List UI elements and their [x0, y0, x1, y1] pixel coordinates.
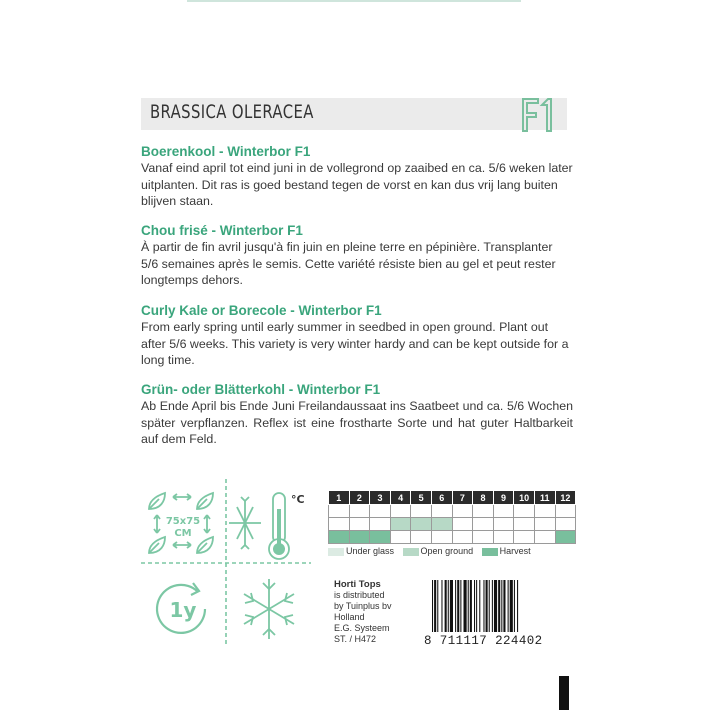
legend-harvest: Harvest: [482, 546, 531, 556]
calendar-cell: [349, 531, 370, 544]
calendar-cell: [493, 531, 514, 544]
section-french: [141, 222, 573, 289]
calendar-cell: [370, 518, 391, 531]
calendar-cell: [493, 518, 514, 531]
top-rule: [187, 0, 521, 2]
section-body: Ab Ende April bis Ende Juni Freilandaussaat ins Saatbeet und ca. 5/6 Wochen später verpflanzen. Reflex ist eine frostharte Sorte und hat guter Haltbarkeit auf dem Feld.: [141, 399, 573, 447]
lifecycle-label: 1y: [169, 598, 197, 622]
legend-open-ground: Open ground: [403, 546, 474, 556]
section-english: [141, 302, 573, 369]
calendar-cell: [329, 518, 350, 531]
distributor-info: [334, 579, 392, 645]
spacing-label: 75x75: [165, 516, 201, 527]
calendar-month: 7: [452, 491, 473, 505]
calendar-cell: [514, 531, 535, 544]
calendar-month: 11: [534, 491, 555, 505]
calendar-cell: [329, 505, 350, 518]
calendar-cell: [390, 505, 411, 518]
black-edge-mark: [559, 676, 569, 710]
calendar-cell: [473, 531, 494, 544]
calendar-cell: [370, 531, 391, 544]
distributor-line: E.G. Systeem: [334, 623, 390, 633]
calendar-month: 2: [349, 491, 370, 505]
calendar-month: 1: [329, 491, 350, 505]
brand-name: Horti Tops: [334, 579, 381, 590]
section-title: Curly Kale or Borecole - Winterbor F1: [141, 303, 382, 318]
calendar-month: 6: [431, 491, 452, 505]
calendar-cell: [431, 531, 452, 544]
frost-thermometer-icon: [229, 493, 289, 559]
calendar-cell: [473, 518, 494, 531]
section-title: Grün- oder Blätterkohl - Winterbor F1: [141, 382, 381, 397]
section-body: À partir de fin avril jusqu'à fin juin en pleine terre en pépinière. Transplanter 5/6 semaines après le semis. Cette variété résiste bien au gel et peut rester longtemps dehors.: [141, 240, 556, 288]
calendar-cell: [411, 531, 432, 544]
snowflake-icon: [244, 579, 294, 639]
calendar-cell: [555, 518, 576, 531]
latin-name: BRASSICA OLERACEA: [150, 101, 314, 123]
barcode-number: 8 711117 224402: [424, 634, 543, 648]
distributor-line: Holland: [334, 612, 365, 622]
calendar-cell: [452, 505, 473, 518]
section-body: Vanaf eind april tot eind juni in de vollegrond op zaaibed en ca. 5/6 weken later uitplanten. Dit ras is goed bestand tegen de vorst en kan dus vrij lang buiten blijven staan.: [141, 161, 573, 209]
calendar-cell: [349, 505, 370, 518]
temperature-unit: °C: [291, 493, 305, 506]
distributor-line: by Tuinplus bv: [334, 601, 392, 611]
calendar-month: 9: [493, 491, 514, 505]
calendar-cell: [555, 531, 576, 544]
calendar-cell: [534, 518, 555, 531]
calendar-cell: [452, 518, 473, 531]
calendar-cell: [534, 505, 555, 518]
legend-under-glass: Under glass: [328, 546, 394, 556]
section-german: [141, 381, 573, 448]
f1-badge-icon: [519, 95, 555, 135]
section-dutch: [141, 143, 573, 210]
calendar-cell: [534, 531, 555, 544]
calendar-cell: [390, 531, 411, 544]
calendar-cell: [431, 518, 452, 531]
calendar-cell: [411, 518, 432, 531]
calendar-month: 5: [411, 491, 432, 505]
calendar-cell: [329, 531, 350, 544]
section-title: Chou frisé - Winterbor F1: [141, 223, 303, 238]
calendar-cell: [411, 505, 432, 518]
sowing-calendar: [328, 490, 576, 544]
calendar-cell: [452, 531, 473, 544]
calendar-cell: [514, 505, 535, 518]
distributor-line: is distributed: [334, 590, 385, 600]
calendar-cell: [370, 505, 391, 518]
calendar-cell: [473, 505, 494, 518]
calendar-cell: [493, 505, 514, 518]
growing-icons-grid: [141, 479, 311, 647]
section-body: From early spring until early summer in seedbed in open ground. Plant out after 5/6 weeks. This variety is very winter hardy and can be kept outside for a long time.: [141, 320, 569, 368]
calendar-cell: [390, 518, 411, 531]
calendar-month: 10: [514, 491, 535, 505]
calendar-month: 3: [370, 491, 391, 505]
calendar-month: 8: [473, 491, 494, 505]
calendar-cell: [514, 518, 535, 531]
calendar-month: 4: [390, 491, 411, 505]
calendar-month: 12: [555, 491, 576, 505]
section-title: Boerenkool - Winterbor F1: [141, 144, 311, 159]
calendar-cell: [349, 518, 370, 531]
spacing-unit: CM: [174, 528, 192, 539]
calendar-cell: [555, 505, 576, 518]
calendar-cell: [431, 505, 452, 518]
calendar-legend: [328, 546, 537, 556]
distributor-line: ST. / H472: [334, 634, 377, 644]
